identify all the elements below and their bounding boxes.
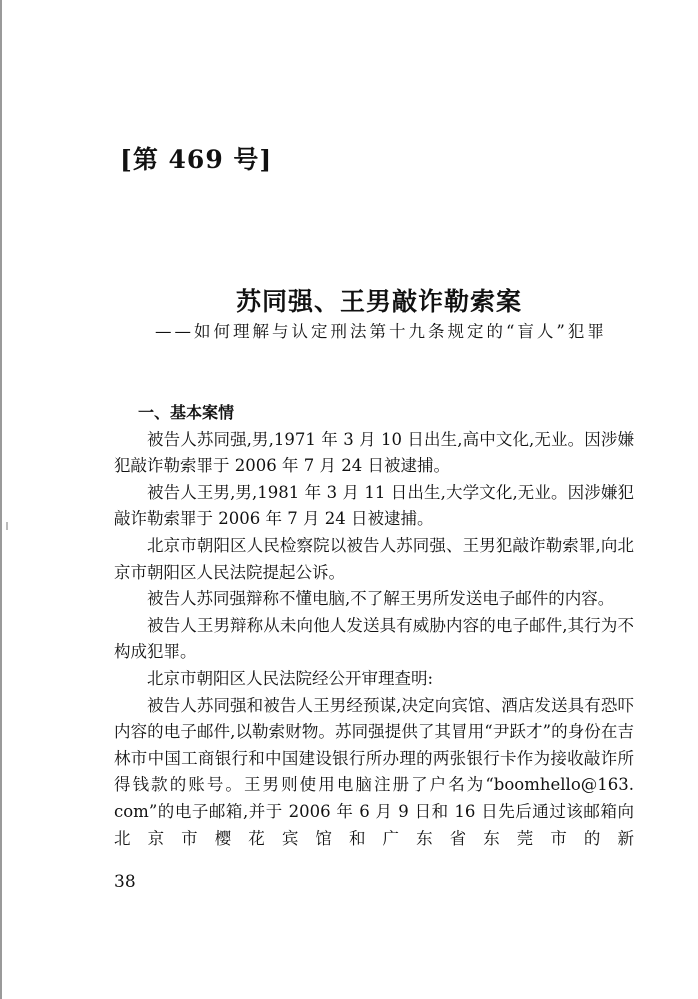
margin-mark [6,522,8,530]
page-edge-rule [0,0,2,999]
paragraph: 被告人王男,男,1981 年 3 月 11 日出生,大学文化,无业。因涉嫌犯敲诈勒索罪于 2006 年 7 月 24 日被逮捕。 [114,482,634,529]
case-title: 苏同强、王男敲诈勒索案 [235,287,522,316]
paragraph: 被告人苏同强,男,1971 年 3 月 10 日出生,高中文化,无业。因涉嫌犯敲诈勒索罪于 2006 年 7 月 24 日被逮捕。 [114,429,634,476]
case-subtitle: ——如何理解与认定刑法第十九条规定的“盲人”犯罪 [155,322,607,341]
body-text [114,400,634,852]
paragraph: 北京市朝阳区人民法院经公开审理查明: [147,668,434,688]
paragraph: 北京市朝阳区人民检察院以被告人苏同强、王男犯敲诈勒索罪,向北京市朝阳区人民法院提起公诉。 [114,535,634,582]
paragraph: 被告人苏同强和被告人王男经预谋,决定向宾馆、酒店发送具有恐吓内容的电子邮件,以勒索财物。苏同强提供了其冒用“尹跃才”的身份在吉林市中国工商银行和中国建设银行所办理的两张银行卡作为接收敲诈所得钱款的账号。王男则使用电脑注册了户名为“boomhello@163. com”的电子邮箱,并于 2006 年 6 月 9 日和 16 日先后通过该邮箱向北京市樱花宾馆和广东省东莞市的新 [114,695,634,848]
paragraph: 被告人王男辩称从未向他人发送具有威胁内容的电子邮件,其行为不构成犯罪。 [114,615,634,662]
paragraph: 被告人苏同强辩称不懂电脑,不了解王男所发送电子邮件的内容。 [147,589,615,609]
section-heading: 一、基本案情 [138,403,235,422]
page-number: 38 [114,872,136,892]
case-number: [第 469 号] [120,145,273,174]
